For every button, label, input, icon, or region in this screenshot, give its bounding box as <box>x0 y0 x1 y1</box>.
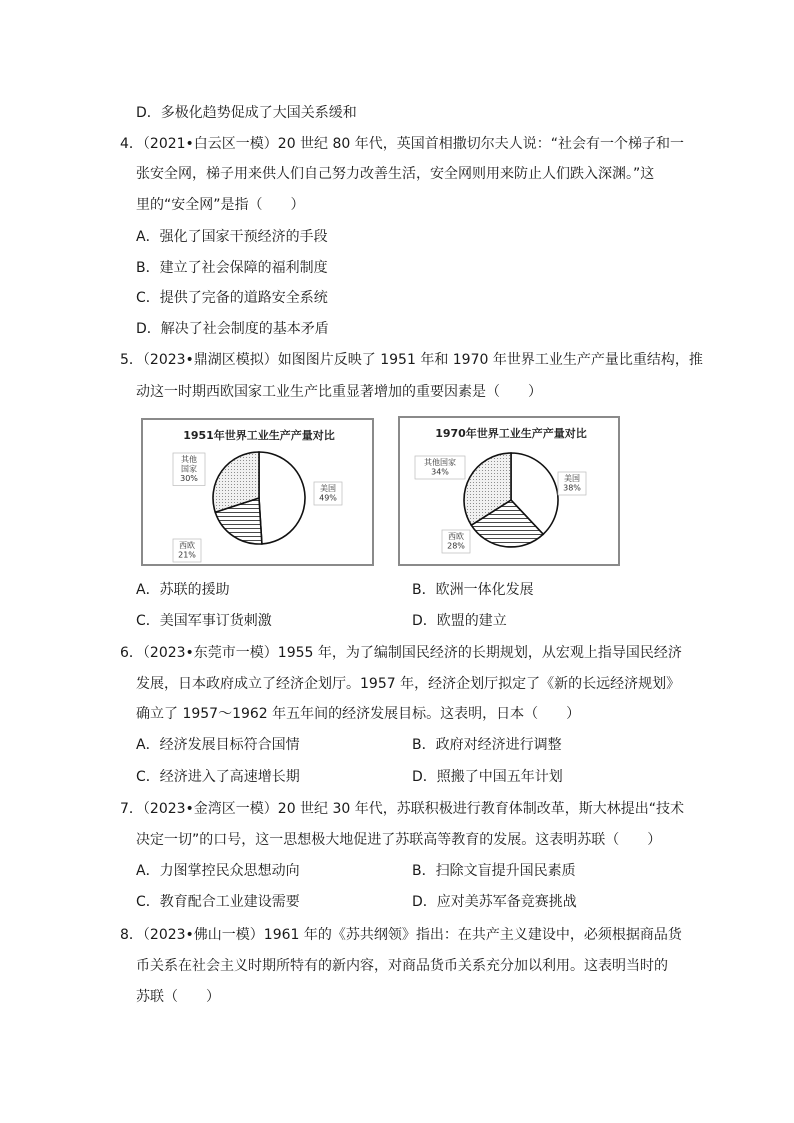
q5-option-b: B．欧洲一体化发展 <box>412 582 534 598</box>
slice-label <box>173 539 201 562</box>
q8-stem-line-2: 币关系在社会主义时期所特有的新内容，对商品货币关系充分加以利用。这表明当时的 <box>136 958 668 974</box>
q7-option-c: C．教育配合工业建设需要 <box>136 894 300 910</box>
pie-chart-1951 <box>141 418 374 566</box>
q7-option-a: A．力图掌控民众思想动向 <box>136 863 300 879</box>
slice-value: 28% <box>447 541 465 551</box>
q5-stem-line-2: 动这一时期西欧国家工业生产比重显著增加的重要因素是（ ） <box>136 384 542 400</box>
slice-label <box>558 472 586 495</box>
slice-name: 国家 <box>181 464 197 474</box>
slice-name: 其他 <box>181 455 197 464</box>
q8-stem-line-3: 苏联（ ） <box>136 989 220 1005</box>
q4-option-c: C．提供了完备的道路安全系统 <box>136 290 328 306</box>
slice-label <box>442 530 470 553</box>
q5-option-c: C．美国军事订货刺激 <box>136 613 272 629</box>
slice-value: 21% <box>178 550 196 560</box>
chart-title: 1951年世界工业生产产量对比 <box>183 429 335 442</box>
slice-name: 西欧 <box>448 532 464 541</box>
slice-name: 美国 <box>320 484 336 493</box>
q6-option-b: B．政府对经济进行调整 <box>412 737 562 753</box>
q6-stem-line-3: 确立了 1957～1962 年五年间的经济发展目标。这表明，日本（ ） <box>136 706 581 722</box>
slice-name: 美国 <box>564 474 580 483</box>
q4-option-a: A．强化了国家干预经济的手段 <box>136 229 328 245</box>
q3-option-d: D．多极化趋势促成了大国关系缓和 <box>136 105 357 121</box>
q7-option-b: B．扫除文盲提升国民素质 <box>412 863 576 879</box>
slice-label <box>314 482 342 505</box>
slice-value: 38% <box>563 483 581 493</box>
q4-stem-line-1: 4．（2021•白云区一模）20 世纪 80 年代，英国首相撒切尔夫人说：“社会有一个梯子和一 <box>120 136 685 152</box>
slice-value: 49% <box>319 493 337 503</box>
pie-slice <box>259 452 305 544</box>
q4-option-d: D．解决了社会制度的基本矛盾 <box>136 321 329 337</box>
q6-stem-line-2: 发展，日本政府成立了经济企划厅。1957 年，经济企划厅拟定了《新的长远经济规划》 <box>136 676 681 692</box>
q7-stem-line-2: 决定一切”的口号，这一思想极大地促进了苏联高等教育的发展。这表明苏联（ ） <box>136 832 662 848</box>
q4-stem-line-2: 张安全网，梯子用来供人们自己努力改善生活，安全网则用来防止人们跌入深渊。”这 <box>136 166 655 182</box>
pie-chart-1951-svg <box>143 420 376 568</box>
pie-chart-1970-svg <box>400 418 622 568</box>
slice-label <box>415 456 465 479</box>
slice-value: 30% <box>180 474 198 483</box>
q6-option-a: A．经济发展目标符合国情 <box>136 737 300 753</box>
q7-stem-line-1: 7．（2023•金湾区一模）20 世纪 30 年代，苏联积极进行教育体制改革，斯大林提出“技术 <box>120 801 685 817</box>
q6-option-c: C．经济进入了高速增长期 <box>136 769 300 785</box>
chart-title: 1970年世界工业生产产量对比 <box>435 427 587 440</box>
q7-option-d: D．应对美苏军备竞赛挑战 <box>412 894 577 910</box>
slice-label <box>173 453 205 486</box>
q4-option-b: B．建立了社会保障的福利制度 <box>136 260 328 276</box>
pie-chart-1970 <box>398 416 620 566</box>
slice-name: 西欧 <box>179 541 195 550</box>
q5-stem-line-1: 5．（2023•鼎湖区模拟）如图图片反映了 1951 年和 1970 年世界工业生产产量比重结构，推 <box>120 352 703 368</box>
q6-stem-line-1: 6．（2023•东莞市一模）1955 年，为了编制国民经济的长期规划，从宏观上指导国民经济 <box>120 645 682 661</box>
q4-stem-line-3: 里的“安全网”是指（ ） <box>136 197 305 213</box>
q8-stem-line-1: 8．（2023•佛山一模）1961 年的《苏共纲领》指出：在共产主义建设中，必须根据商品货 <box>120 927 682 943</box>
q5-option-a: A．苏联的援助 <box>136 582 230 598</box>
q6-option-d: D．照搬了中国五年计划 <box>412 769 563 785</box>
slice-name: 其他国家 <box>424 458 456 467</box>
slice-value: 34% <box>431 467 449 477</box>
q5-option-d: D．欧盟的建立 <box>412 613 507 629</box>
